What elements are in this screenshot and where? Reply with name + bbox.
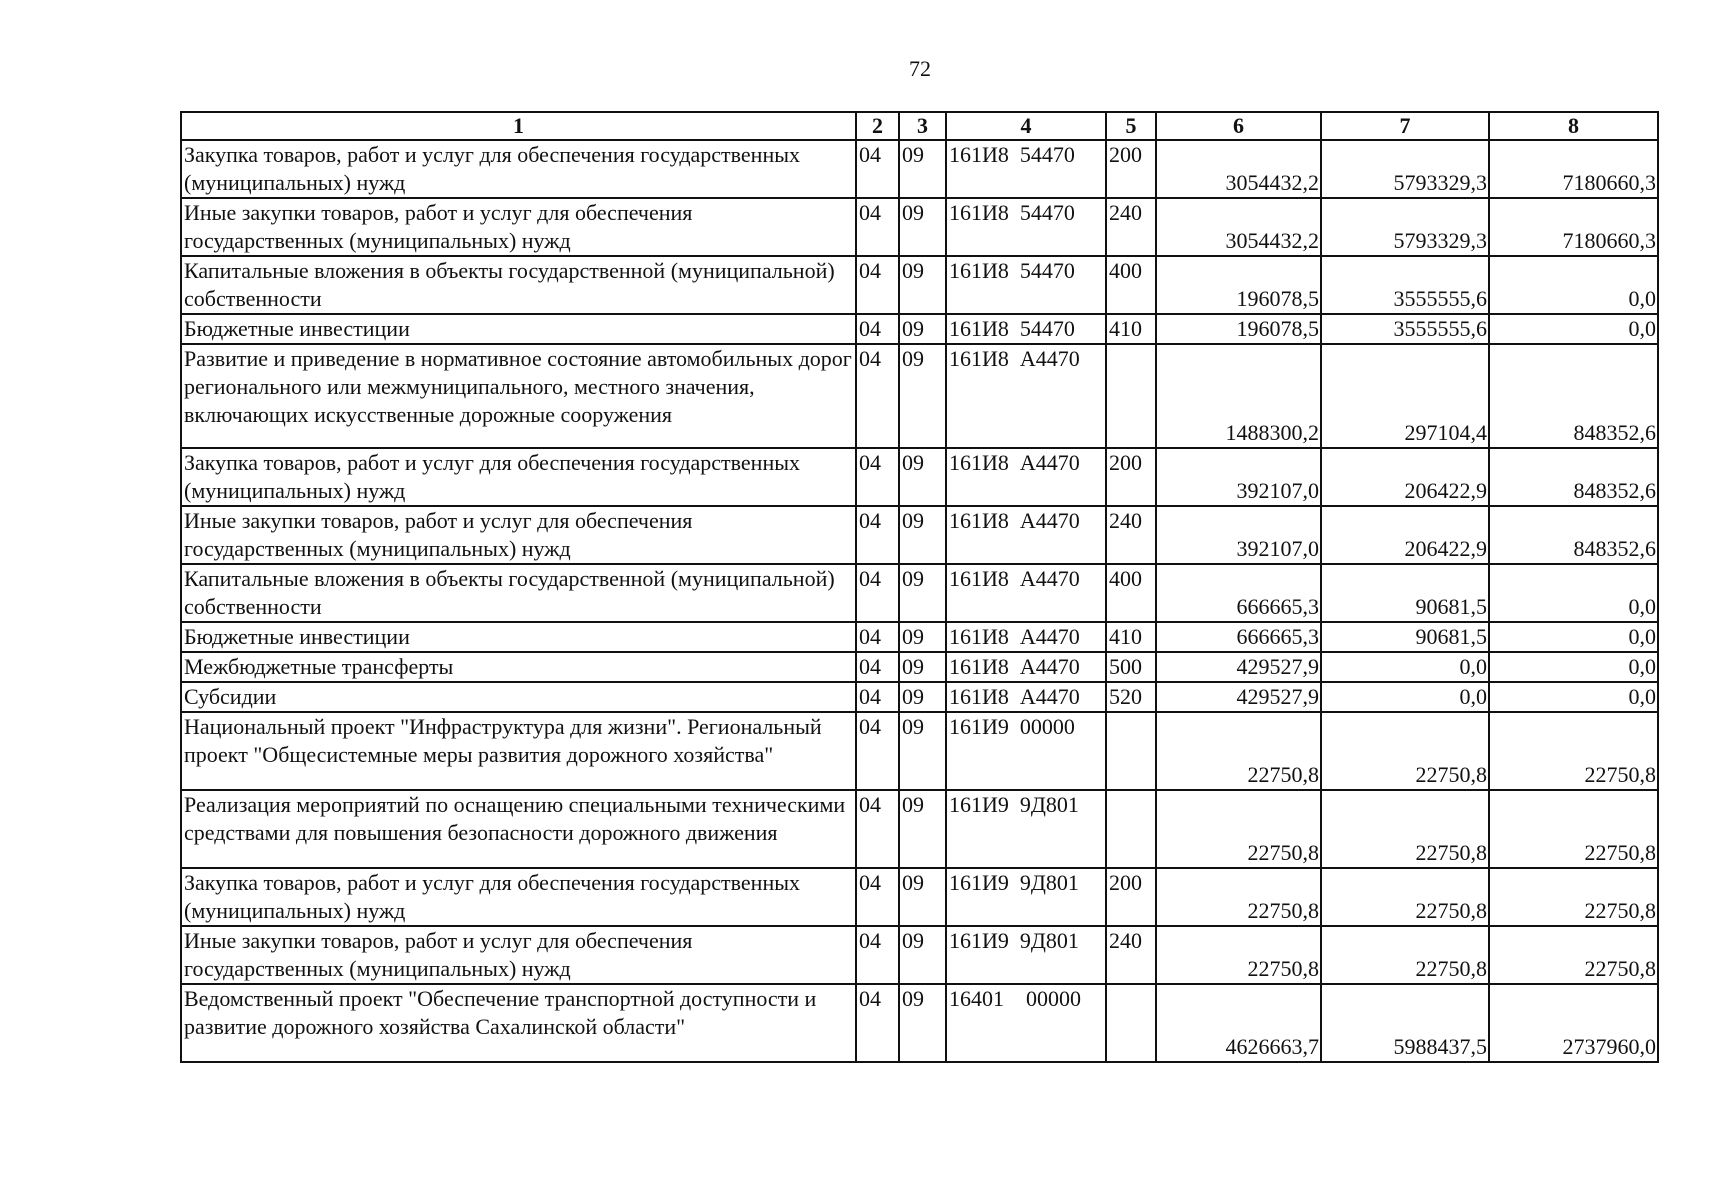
amount-col7-cell: 0,0 xyxy=(1321,652,1489,682)
expense-type-cell: 520 xyxy=(1106,682,1156,712)
target-article-cell: 161И8 А4470 xyxy=(946,344,1106,448)
amount-col6-cell: 429527,9 xyxy=(1156,652,1321,682)
row-name-cell: Субсидии xyxy=(181,682,856,712)
expense-type-cell: 400 xyxy=(1106,564,1156,622)
amount-col8-cell: 848352,6 xyxy=(1489,344,1658,448)
column-header: 2 xyxy=(856,112,899,140)
subsection-code-cell: 09 xyxy=(899,314,946,344)
target-article-cell: 161И8 54470 xyxy=(946,256,1106,314)
amount-col7-cell: 90681,5 xyxy=(1321,564,1489,622)
expense-type-cell: 410 xyxy=(1106,622,1156,652)
column-header: 6 xyxy=(1156,112,1321,140)
amount-col6-cell: 429527,9 xyxy=(1156,682,1321,712)
amount-col6-cell: 22750,8 xyxy=(1156,868,1321,926)
table-row xyxy=(181,448,1658,506)
amount-col7-cell: 22750,8 xyxy=(1321,926,1489,984)
section-code-cell: 04 xyxy=(856,926,899,984)
expense-type-cell: 500 xyxy=(1106,652,1156,682)
table-row xyxy=(181,344,1658,448)
amount-col6-cell: 392107,0 xyxy=(1156,448,1321,506)
subsection-code-cell: 09 xyxy=(899,564,946,622)
amount-col8-cell: 22750,8 xyxy=(1489,926,1658,984)
amount-col6-cell: 196078,5 xyxy=(1156,314,1321,344)
section-code-cell: 04 xyxy=(856,712,899,790)
subsection-code-cell: 09 xyxy=(899,198,946,256)
section-code-cell: 04 xyxy=(856,790,899,868)
target-article-cell: 161И8 А4470 xyxy=(946,506,1106,564)
expense-type-cell xyxy=(1106,712,1156,790)
row-name-cell: Закупка товаров, работ и услуг для обеспечения государственных (муниципальных) нужд xyxy=(181,448,856,506)
table-row xyxy=(181,868,1658,926)
amount-col7-cell: 297104,4 xyxy=(1321,344,1489,448)
budget-table xyxy=(180,111,1659,1063)
amount-col6-cell: 3054432,2 xyxy=(1156,198,1321,256)
amount-col7-cell: 206422,9 xyxy=(1321,506,1489,564)
expense-type-cell: 410 xyxy=(1106,314,1156,344)
section-code-cell: 04 xyxy=(856,506,899,564)
row-name-cell: Иные закупки товаров, работ и услуг для обеспечения государственных (муниципальных) нужд xyxy=(181,506,856,564)
row-name-cell: Развитие и приведение в нормативное состояние автомобильных дорог регионального или межмуниципального, местного значения, включающих искусственные дорожные сооружения xyxy=(181,344,856,448)
amount-col7-cell: 5793329,3 xyxy=(1321,140,1489,198)
amount-col6-cell: 4626663,7 xyxy=(1156,984,1321,1062)
amount-col8-cell: 22750,8 xyxy=(1489,868,1658,926)
expense-type-cell: 200 xyxy=(1106,448,1156,506)
table-row xyxy=(181,140,1658,198)
section-code-cell: 04 xyxy=(856,622,899,652)
amount-col6-cell: 3054432,2 xyxy=(1156,140,1321,198)
table-row xyxy=(181,790,1658,868)
amount-col8-cell: 0,0 xyxy=(1489,256,1658,314)
amount-col8-cell: 0,0 xyxy=(1489,652,1658,682)
amount-col7-cell: 5793329,3 xyxy=(1321,198,1489,256)
table-row xyxy=(181,984,1658,1062)
subsection-code-cell: 09 xyxy=(899,344,946,448)
header-row xyxy=(181,112,1658,140)
row-name-cell: Закупка товаров, работ и услуг для обеспечения государственных (муниципальных) нужд xyxy=(181,140,856,198)
section-code-cell: 04 xyxy=(856,198,899,256)
amount-col8-cell: 0,0 xyxy=(1489,682,1658,712)
row-name-cell: Капитальные вложения в объекты государственной (муниципальной) собственности xyxy=(181,564,856,622)
amount-col7-cell: 22750,8 xyxy=(1321,712,1489,790)
table-row xyxy=(181,652,1658,682)
subsection-code-cell: 09 xyxy=(899,652,946,682)
expense-type-cell xyxy=(1106,984,1156,1062)
section-code-cell: 04 xyxy=(856,448,899,506)
target-article-cell: 161И8 А4470 xyxy=(946,682,1106,712)
subsection-code-cell: 09 xyxy=(899,448,946,506)
section-code-cell: 04 xyxy=(856,140,899,198)
expense-type-cell xyxy=(1106,790,1156,868)
target-article-cell: 161И8 А4470 xyxy=(946,564,1106,622)
amount-col6-cell: 22750,8 xyxy=(1156,926,1321,984)
amount-col7-cell: 206422,9 xyxy=(1321,448,1489,506)
subsection-code-cell: 09 xyxy=(899,868,946,926)
target-article-cell: 161И8 54470 xyxy=(946,314,1106,344)
amount-col7-cell: 22750,8 xyxy=(1321,868,1489,926)
amount-col8-cell: 0,0 xyxy=(1489,314,1658,344)
table-row xyxy=(181,712,1658,790)
target-article-cell: 16401 00000 xyxy=(946,984,1106,1062)
table-row xyxy=(181,564,1658,622)
column-header: 3 xyxy=(899,112,946,140)
row-name-cell: Межбюджетные трансферты xyxy=(181,652,856,682)
column-header: 5 xyxy=(1106,112,1156,140)
target-article-cell: 161И9 9Д801 xyxy=(946,926,1106,984)
section-code-cell: 04 xyxy=(856,652,899,682)
amount-col6-cell: 392107,0 xyxy=(1156,506,1321,564)
subsection-code-cell: 09 xyxy=(899,256,946,314)
expense-type-cell: 400 xyxy=(1106,256,1156,314)
section-code-cell: 04 xyxy=(856,256,899,314)
amount-col8-cell: 7180660,3 xyxy=(1489,198,1658,256)
amount-col8-cell: 22750,8 xyxy=(1489,790,1658,868)
table-row xyxy=(181,682,1658,712)
expense-type-cell: 200 xyxy=(1106,868,1156,926)
expense-type-cell: 240 xyxy=(1106,506,1156,564)
expense-type-cell xyxy=(1106,344,1156,448)
subsection-code-cell: 09 xyxy=(899,622,946,652)
table-row xyxy=(181,256,1658,314)
column-header: 4 xyxy=(946,112,1106,140)
table-row xyxy=(181,314,1658,344)
row-name-cell: Бюджетные инвестиции xyxy=(181,314,856,344)
section-code-cell: 04 xyxy=(856,314,899,344)
amount-col7-cell: 22750,8 xyxy=(1321,790,1489,868)
amount-col8-cell: 2737960,0 xyxy=(1489,984,1658,1062)
target-article-cell: 161И8 54470 xyxy=(946,198,1106,256)
row-name-cell: Иные закупки товаров, работ и услуг для обеспечения государственных (муниципальных) нужд xyxy=(181,198,856,256)
row-name-cell: Национальный проект "Инфраструктура для жизни". Региональный проект "Общесистемные меры развития дорожного хозяйства" xyxy=(181,712,856,790)
expense-type-cell: 200 xyxy=(1106,140,1156,198)
amount-col6-cell: 666665,3 xyxy=(1156,564,1321,622)
amount-col8-cell: 0,0 xyxy=(1489,622,1658,652)
target-article-cell: 161И8 А4470 xyxy=(946,622,1106,652)
amount-col8-cell: 7180660,3 xyxy=(1489,140,1658,198)
amount-col8-cell: 22750,8 xyxy=(1489,712,1658,790)
section-code-cell: 04 xyxy=(856,868,899,926)
table-row xyxy=(181,506,1658,564)
subsection-code-cell: 09 xyxy=(899,926,946,984)
amount-col7-cell: 5988437,5 xyxy=(1321,984,1489,1062)
target-article-cell: 161И8 А4470 xyxy=(946,652,1106,682)
section-code-cell: 04 xyxy=(856,564,899,622)
amount-col8-cell: 848352,6 xyxy=(1489,448,1658,506)
row-name-cell: Капитальные вложения в объекты государственной (муниципальной) собственности xyxy=(181,256,856,314)
column-header: 7 xyxy=(1321,112,1489,140)
subsection-code-cell: 09 xyxy=(899,790,946,868)
amount-col6-cell: 22750,8 xyxy=(1156,712,1321,790)
amount-col8-cell: 0,0 xyxy=(1489,564,1658,622)
amount-col8-cell: 848352,6 xyxy=(1489,506,1658,564)
target-article-cell: 161И8 54470 xyxy=(946,140,1106,198)
expense-type-cell: 240 xyxy=(1106,198,1156,256)
amount-col7-cell: 3555555,6 xyxy=(1321,256,1489,314)
target-article-cell: 161И9 9Д801 xyxy=(946,790,1106,868)
target-article-cell: 161И9 00000 xyxy=(946,712,1106,790)
subsection-code-cell: 09 xyxy=(899,140,946,198)
amount-col6-cell: 666665,3 xyxy=(1156,622,1321,652)
section-code-cell: 04 xyxy=(856,682,899,712)
row-name-cell: Бюджетные инвестиции xyxy=(181,622,856,652)
row-name-cell: Ведомственный проект "Обеспечение транспортной доступности и развитие дорожного хозяйства Сахалинской области" xyxy=(181,984,856,1062)
subsection-code-cell: 09 xyxy=(899,682,946,712)
table-body xyxy=(181,140,1658,1062)
table-row xyxy=(181,622,1658,652)
row-name-cell: Закупка товаров, работ и услуг для обеспечения государственных (муниципальных) нужд xyxy=(181,868,856,926)
row-name-cell: Реализация мероприятий по оснащению специальными техническими средствами для повышения безопасности дорожного движения xyxy=(181,790,856,868)
amount-col7-cell: 0,0 xyxy=(1321,682,1489,712)
amount-col6-cell: 22750,8 xyxy=(1156,790,1321,868)
table-row xyxy=(181,198,1658,256)
amount-col7-cell: 3555555,6 xyxy=(1321,314,1489,344)
target-article-cell: 161И9 9Д801 xyxy=(946,868,1106,926)
section-code-cell: 04 xyxy=(856,344,899,448)
subsection-code-cell: 09 xyxy=(899,506,946,564)
subsection-code-cell: 09 xyxy=(899,984,946,1062)
section-code-cell: 04 xyxy=(856,984,899,1062)
table-row xyxy=(181,926,1658,984)
expense-type-cell: 240 xyxy=(1106,926,1156,984)
target-article-cell: 161И8 А4470 xyxy=(946,448,1106,506)
row-name-cell: Иные закупки товаров, работ и услуг для обеспечения государственных (муниципальных) нужд xyxy=(181,926,856,984)
page-number: 72 xyxy=(909,56,931,81)
amount-col6-cell: 196078,5 xyxy=(1156,256,1321,314)
amount-col7-cell: 90681,5 xyxy=(1321,622,1489,652)
column-header: 1 xyxy=(181,112,856,140)
amount-col6-cell: 1488300,2 xyxy=(1156,344,1321,448)
column-header: 8 xyxy=(1489,112,1658,140)
subsection-code-cell: 09 xyxy=(899,712,946,790)
